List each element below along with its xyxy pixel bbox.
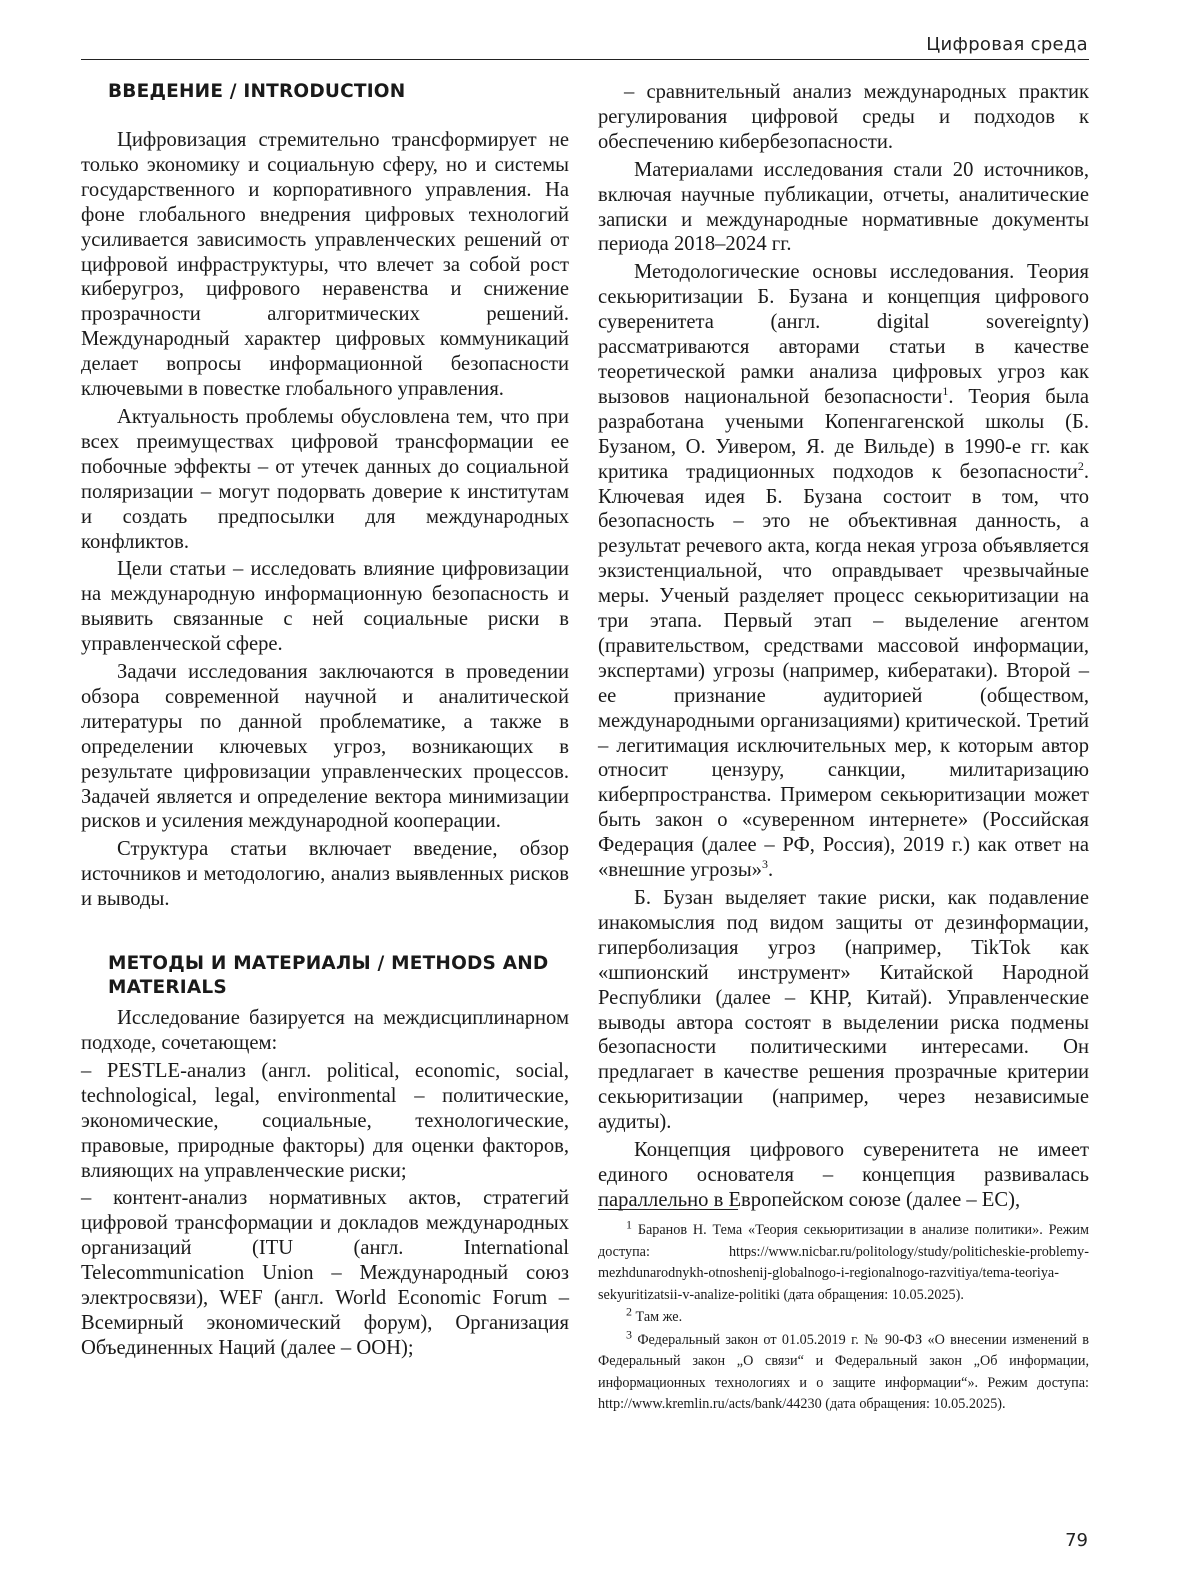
sovereignty-paragraph: Концепция цифрового суверенитета не имеет единого основателя – концепция развивалась параллельно в Европейском союзе (далее – ЕС), (598, 1139, 1089, 1211)
theory-text-d: . (767, 859, 774, 882)
footnote-text: Федеральный закон от 01.05.2019 г. № 90-ФЗ «О внесении изменений в Федеральный закон „О связи“ и Федеральный закон „Об информации, информационных технологиях и о защите информации“». Режим доступа: http://www.kremlin.ru/acts/bank/44230 (дата обращения: 10.05.2025). (598, 1331, 1089, 1412)
theory-paragraph (598, 260, 1089, 883)
intro-paragraph-1: Цифровизация стремительно трансформирует не только экономику и социальную сферу, но и системы государственного и корпоративного управления. На фоне глобального внедрения цифровых технологий усиливается зависимость управленческих решений от цифровой инфраструктуры, что влечет за собой рост киберугроз, цифрового неравенства и снижение прозрачности алгоритмических решений. Международный характер цифровых коммуникаций делает вопросы информационной безопасности ключевыми в повестке глобального управления. (81, 129, 569, 401)
footnote-2 (598, 1304, 1089, 1329)
footnote-ref-1[interactable]: 1 (942, 384, 949, 399)
footnote-rule (598, 1209, 738, 1210)
intro-paragraph-4: Задачи исследования заключаются в проведении обзора современной научной и аналитической литературы по данной проблематике, а также в определении ключевых угроз, возникающих в результате цифровизации управленческих процессов. Задачей является и определение вектора минимизации рисков и усиления международной кооперации. (81, 661, 569, 833)
heading-spacer (81, 118, 569, 128)
section-heading-methods: МЕТОДЫ И МАТЕРИАЛЫ / METHODS AND MATERIALS (108, 953, 549, 999)
footnote-3 (598, 1326, 1089, 1416)
theory-text-c: . Ключевая идея Б. Бузана состоит в том, что безопасность – это не объективная данность, а результат речевого акта, когда некая угроза объявляется экзистенциальной, что оправдывает чрезвычайные меры. Ученый разделяет процесс секьюритизации на три этапа. Первый этап – выделение агентом (правительством, средствами массовой информации, экспертами) угрозы (например, кибератаки). Второй – ее признание аудиторией (обществом, международными организациями) критической. Третий – легитимация исключительных мер, к которым автор относит цензуру, санкции, милитаризацию киберпространства. Примером секьюритизации может быть закон о «суверенном интернете» (Российская Федерация (далее – РФ, Россия), 2019 г.) как ответ на «внешние угрозы» (598, 460, 1089, 882)
methods-intro: Исследование базируется на междисциплинарном подходе, сочетающем: (81, 1007, 569, 1054)
methods-item-content-analysis: – контент-анализ нормативных актов, стратегий цифровой трансформации и докладов международных организаций (ITU (англ. International Telecommunication Union – Международный союз электросвязи), WEF (англ. World Economic Forum – Всемирный экономический форум), Организация Объединенных Наций (далее – ООН); (81, 1187, 569, 1359)
footnote-ref-2[interactable]: 2 (1077, 458, 1084, 473)
footnotes (598, 1217, 1089, 1417)
methods-item-pestle: – PESTLE-анализ (англ. political, economic, social, technological, legal, environmental – политические, экономические, социальные, технологические, правовые, природные факторы) для оценки факторов, влияющих на управленческие риски; (81, 1059, 569, 1182)
intro-paragraph-5: Структура статьи включает введение, обзор источников и методологию, анализ выявленных рисков и выводы. (81, 838, 569, 911)
theory-text-b: . Теория была разработана учеными Копенгагенской школы (Б. Бузаном, О. Уивером, Я. де Вильде) в 1990-е гг. как критика традиционных подходов к безопасности (598, 385, 1089, 483)
section-heading-introduction: ВВЕДЕНИЕ / INTRODUCTION (108, 81, 406, 102)
page-number: 79 (1065, 1530, 1088, 1551)
intro-paragraph-2: Актуальность проблемы обусловлена тем, что при всех преимуществах цифровой трансформации ее побочные эффекты – от утечек данных до социальной поляризации – могут подорвать доверие к институтам и создать предпосылки для международных конфликтов. (81, 405, 569, 553)
theory-text-a: Методологические основы исследования. Теория секьюритизации Б. Бузана и концепция цифрового суверенитета (англ. digital sovereignty) рассматриваются авторами статьи в качестве теоретической рамки анализа цифровых угроз как вызовов национальной безопасности (598, 261, 1089, 408)
running-head: Цифровая среда (926, 34, 1088, 55)
footnote-mark: 3 (626, 1326, 632, 1341)
left-column (81, 80, 569, 1364)
footnote-1 (598, 1217, 1089, 1306)
footnote-mark: 1 (626, 1217, 632, 1232)
methods-item-comparative: – сравнительный анализ международных практик регулирования цифровой среды и подходов к обеспечению кибербезопасности. (598, 81, 1089, 153)
footnote-ref-3[interactable]: 3 (761, 857, 768, 872)
buzan-risks-paragraph: Б. Бузан выделяет такие риски, как подавление инакомыслия под видом защиты от дезинформации, гиперболизация угроз (например, TikTok как «шпионский инструмент» Китайской Народной Республики (далее – КНР, Китай). Управленческие выводы автора состоят в выделении риска подмены безопасности политическими интересами. Он предлагает в качестве решения прозрачные критерии секьюритизации (например, через независимые аудиты). (598, 887, 1089, 1134)
footnote-mark: 2 (626, 1304, 632, 1319)
materials-paragraph: Материалами исследования стали 20 источников, включая научные публикации, отчеты, аналитические записки и международные нормативные документы периода 2018–2024 гг. (598, 158, 1089, 256)
footnote-text: Там же. (632, 1309, 683, 1325)
intro-paragraph-3: Цели статьи – исследовать влияние цифровизации на международную информационную безопасность и выявить связанные с ней социальные риски в управленческой сфере. (81, 558, 569, 656)
footnote-text: Баранов Н. Тема «Теория секьюритизации в анализе политики». Режим доступа: https://www.nicbar.ru/politology/study/politicheskie-problemy-mezhdunarodnykh-otnoshenij-globalnogo-i-regionalnogo-razvitiya/tema-teoriya-sekyuritizatsii-v-analize-politiki (дата обращения: 10.05.2025). (598, 1222, 1089, 1303)
right-column (598, 80, 1089, 1216)
header-rule (81, 59, 1089, 60)
